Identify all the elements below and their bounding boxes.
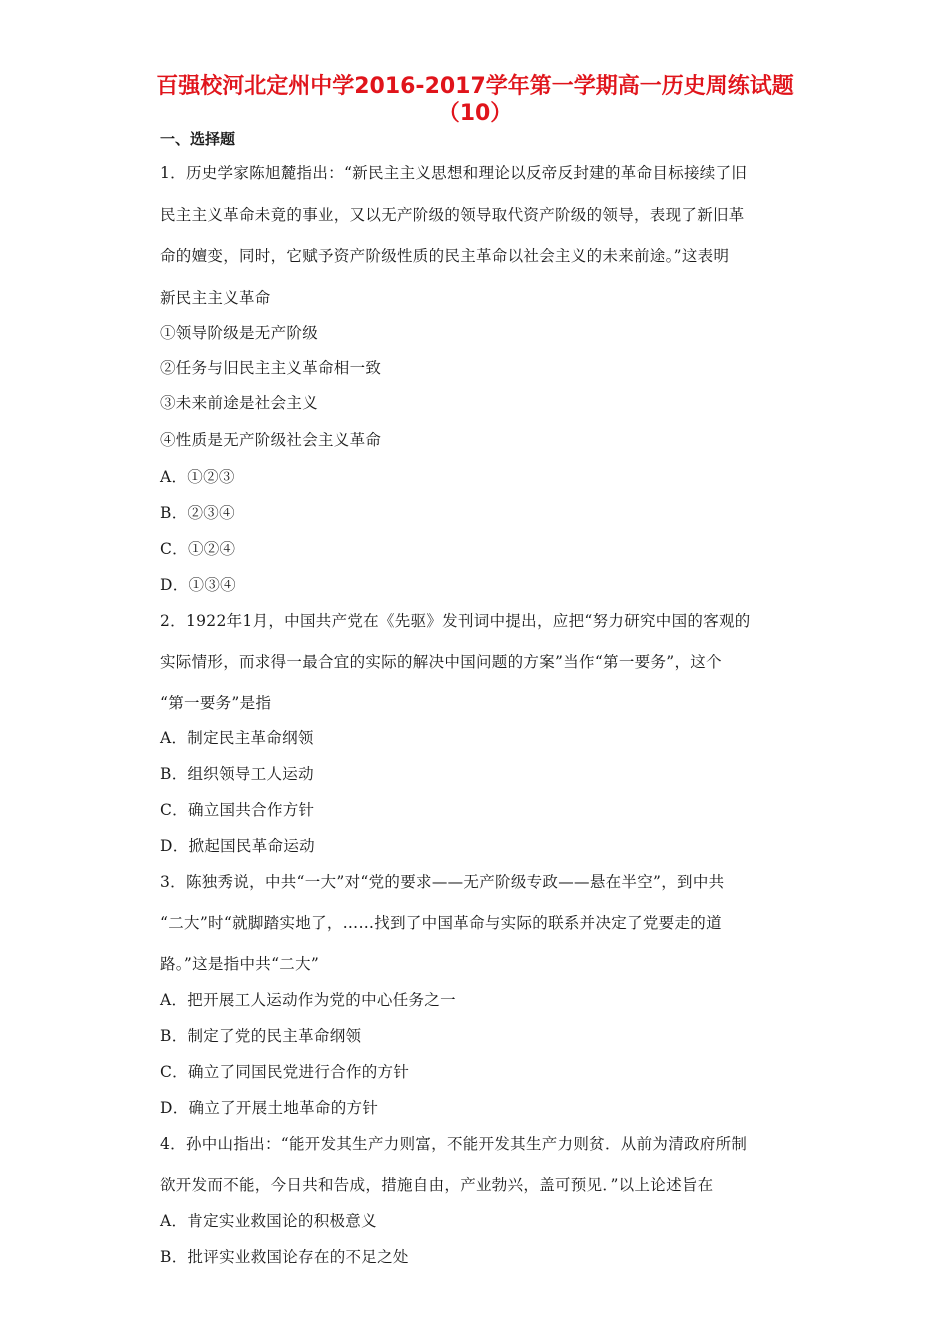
question-1-stem-line-2: 民主主义革命未竟的事业，又以无产阶级的领导取代资产阶级的领导，表现了新旧革 [160, 206, 745, 224]
question-1-stem-line-4: 新民主主义革命 [160, 289, 271, 307]
question-1-statement-1: ①领导阶级是无产阶级 [160, 324, 319, 342]
question-2-stem-line-3: “第一要务”是指 [160, 694, 272, 712]
question-1-stem-line-1: 1．历史学家陈旭麓指出：“新民主主义思想和理论以反帝反封建的革命目标接续了旧 [160, 164, 748, 182]
question-4-option-b: B．批评实业救国论存在的不足之处 [160, 1248, 409, 1266]
question-2-stem-line-2: 实际情形，而求得一最合宜的实际的解决中国问题的方案”当作“第一要务”，这个 [160, 653, 722, 671]
question-3-option-b: B．制定了党的民主革命纲领 [160, 1027, 362, 1045]
question-1-option-d: D．①③④ [160, 576, 236, 594]
document-title-line-2: （10） [437, 101, 513, 126]
question-2-option-d: D．掀起国民革命运动 [160, 837, 315, 855]
question-1-statement-2: ②任务与旧民主主义革命相一致 [160, 359, 382, 377]
question-4-option-a: A．肯定实业救国论的积极意义 [160, 1212, 377, 1230]
question-1-statement-3: ③未来前途是社会主义 [160, 394, 319, 412]
question-3-option-c: C．确立了同国民党进行合作的方针 [160, 1063, 410, 1081]
document-title-line-1: 百强校河北定州中学2016-2017学年第一学期高一历史周练试题 [156, 74, 794, 99]
section-heading: 一、选择题 [160, 130, 236, 148]
question-3-stem-line-2: “二大”时“就脚踏实地了，……找到了中国革命与实际的联系并决定了党要走的道 [160, 914, 722, 932]
question-3-option-a: A．把开展工人运动作为党的中心任务之一 [160, 991, 456, 1009]
question-2-option-b: B．组织领导工人运动 [160, 765, 314, 783]
question-2-option-c: C．确立国共合作方针 [160, 801, 315, 819]
question-4-stem-line-2: 欲开发而不能，今日共和告成，措施自由，产业勃兴，盖可预见．”以上论述旨在 [160, 1176, 714, 1194]
question-4-stem-line-1: 4．孙中山指出：“能开发其生产力则富，不能开发其生产力则贫．从前为清政府所制 [160, 1135, 748, 1153]
question-1-option-c: C．①②④ [160, 540, 236, 558]
question-3-stem-line-3: 路。”这是指中共“二大” [160, 955, 320, 973]
question-1-option-a: A．①②③ [160, 468, 235, 486]
question-3-stem-line-1: 3．陈独秀说，中共“一大”对“党的要求——无产阶级专政——悬在半空”，到中共 [160, 873, 725, 891]
question-1-statement-4: ④性质是无产阶级社会主义革命 [160, 431, 382, 449]
question-2-stem-line-1: 2．1922年1月，中国共产党在《先驱》发刊词中提出，应把“努力研究中国的客观的 [160, 612, 751, 630]
question-1-option-b: B．②③④ [160, 504, 235, 522]
question-3-option-d: D．确立了开展土地革命的方针 [160, 1099, 379, 1117]
question-1-stem-line-3: 命的嬗变，同时，它赋予资产阶级性质的民主革命以社会主义的未来前途。”这表明 [160, 247, 730, 265]
question-2-option-a: A．制定民主革命纲领 [160, 729, 314, 747]
